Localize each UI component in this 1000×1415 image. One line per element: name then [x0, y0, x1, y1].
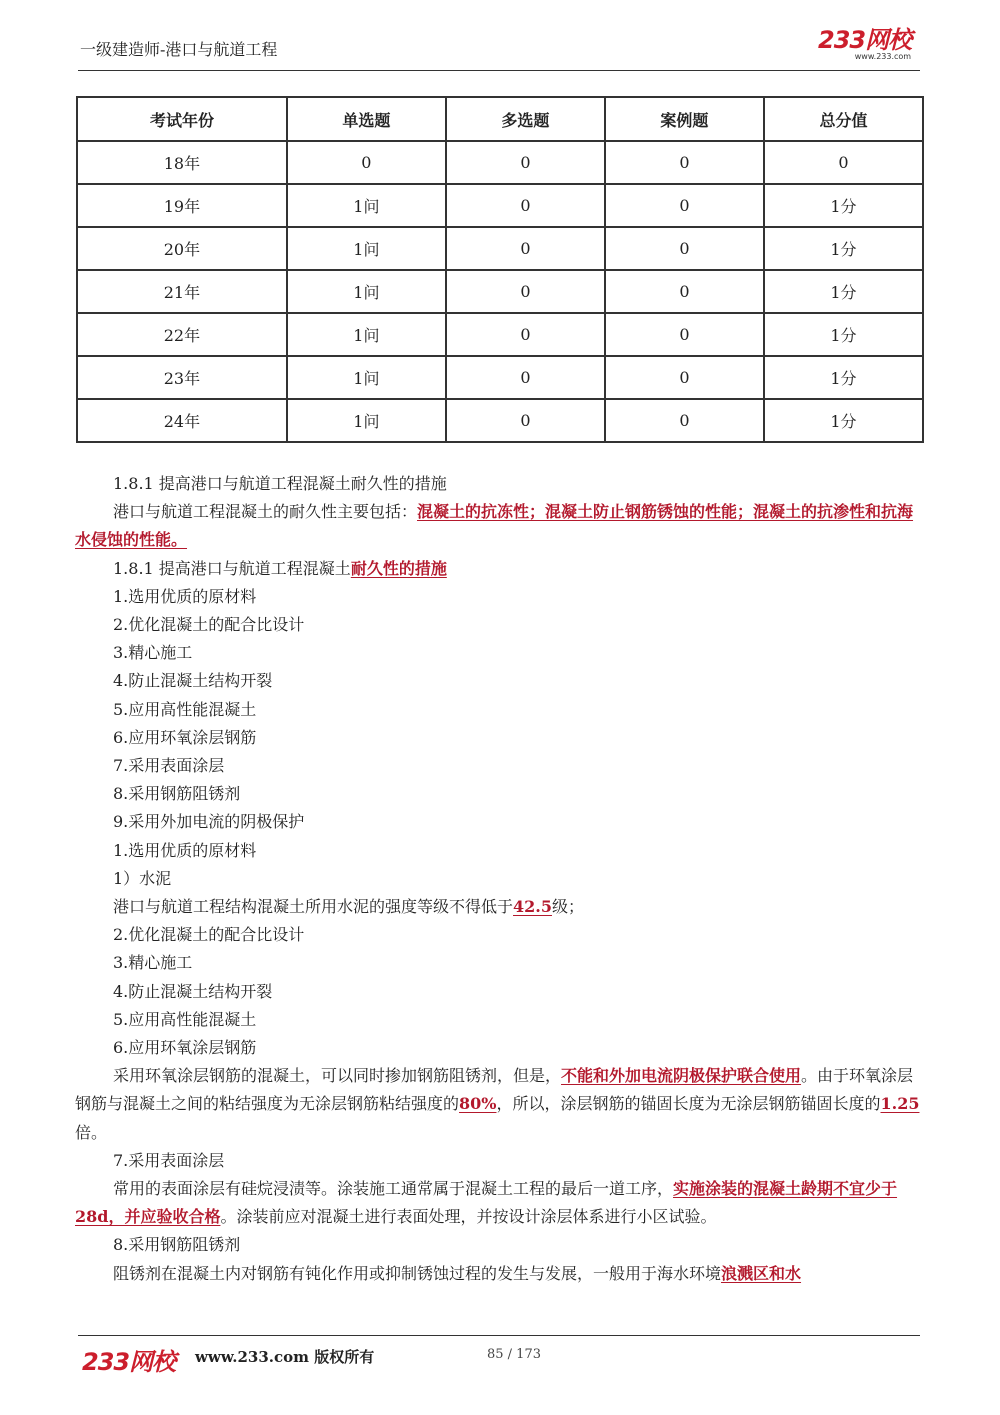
paragraph-cement — [75, 893, 920, 921]
section-heading — [75, 555, 920, 583]
table-header-row — [77, 97, 923, 141]
table-cell: 0 — [605, 399, 764, 442]
col-header-single: 单选题 — [287, 97, 446, 141]
paragraph-inhibitor — [75, 1260, 920, 1288]
body-text — [75, 470, 920, 1288]
text-run: 。涂装前应对混凝土进行表面处理，并按设计涂层体系进行小区试验。 — [220, 1207, 717, 1227]
list-item: 5.应用高性能混凝土 — [113, 699, 257, 719]
text-run: 倍。 — [75, 1122, 108, 1142]
text-run: 港口与航道工程混凝土的耐久性主要包括： — [113, 502, 418, 522]
table-row — [77, 313, 923, 356]
list-item: 6.应用环氧涂层钢筋 — [113, 1038, 257, 1058]
footer-copyright: www.233.com 版权所有 — [195, 1348, 375, 1366]
key-point: 不能和外加电流阴极保护联合使用 — [561, 1066, 802, 1086]
text-run: 常用的表面涂层有硅烷浸渍等。涂装施工通常属于混凝土工程的最后一道工序， — [113, 1179, 674, 1199]
table-cell: 0 — [446, 356, 605, 399]
page-number: 85 / 173 — [487, 1347, 541, 1362]
table-cell: 18年 — [77, 141, 287, 184]
table-cell: 0 — [446, 184, 605, 227]
list-item: 4.防止混凝土结构开裂 — [113, 671, 273, 691]
text-run: 级； — [551, 897, 584, 917]
text-run: 采用环氧涂层钢筋的混凝土，可以同时掺加钢筋阻锈剂，但是， — [113, 1066, 562, 1086]
table-cell: 0 — [446, 270, 605, 313]
list-item: 3.精心施工 — [113, 953, 193, 973]
key-point: 42.5 — [513, 897, 552, 917]
key-point: 耐久性的措施 — [350, 558, 447, 578]
table-cell: 23年 — [77, 356, 287, 399]
logo-url: www.233.com — [854, 52, 912, 61]
table-cell: 0 — [605, 313, 764, 356]
list-item: 5.应用高性能混凝土 — [113, 1009, 257, 1029]
footer-divider — [78, 1335, 920, 1336]
paragraph-durability — [75, 498, 920, 554]
table-row — [77, 184, 923, 227]
section-heading: 7.采用表面涂层 — [113, 1150, 225, 1170]
table-cell: 0 — [446, 313, 605, 356]
table-cell: 1问 — [287, 313, 446, 356]
list-item: 3.精心施工 — [113, 643, 193, 663]
col-header-year: 考试年份 — [77, 97, 287, 141]
logo-mark: 233网校 — [818, 26, 912, 54]
table-cell: 1分 — [764, 270, 923, 313]
key-point: 混凝土的抗冻性；混凝土防止钢筋锈蚀的性能；混凝土的抗渗性和抗海水侵蚀的性能。 — [75, 502, 914, 550]
table-cell: 1问 — [287, 184, 446, 227]
table-cell: 1问 — [287, 270, 446, 313]
list-item: 2.优化混凝土的配合比设计 — [113, 615, 305, 635]
table-cell: 0 — [764, 141, 923, 184]
col-header-total: 总分值 — [764, 97, 923, 141]
header-divider — [78, 70, 920, 71]
footer-logo[interactable]: 233网校 — [82, 1348, 176, 1376]
key-point: 1.25 — [880, 1094, 920, 1114]
table-cell: 21年 — [77, 270, 287, 313]
table-cell: 1分 — [764, 227, 923, 270]
paragraph-epoxy — [75, 1062, 920, 1147]
list-item: 6.应用环氧涂层钢筋 — [113, 727, 257, 747]
table-row — [77, 141, 923, 184]
list-item: 8.采用钢筋阻锈剂 — [113, 784, 241, 804]
list-item: 1）水泥 — [113, 868, 172, 888]
col-header-multi: 多选题 — [446, 97, 605, 141]
table-row — [77, 399, 923, 442]
table-cell: 0 — [605, 356, 764, 399]
key-point: 浪溅区和水 — [721, 1263, 802, 1283]
table-cell: 0 — [446, 141, 605, 184]
table-cell: 1分 — [764, 356, 923, 399]
table-cell: 0 — [605, 227, 764, 270]
table-cell: 0 — [605, 184, 764, 227]
section-heading: 8.采用钢筋阻锈剂 — [113, 1235, 241, 1255]
table-cell: 24年 — [77, 399, 287, 442]
table-cell: 19年 — [77, 184, 287, 227]
col-header-case: 案例题 — [605, 97, 764, 141]
section-heading: 1.8.1 提高港口与航道工程混凝土耐久性的措施 — [113, 474, 447, 493]
text-run: 阻锈剂在混凝土内对钢筋有钝化作用或抑制锈蚀过程的发生与发展，一般用于海水环境 — [113, 1263, 722, 1283]
page-header-title: 一级建造师-港口与航道工程 — [80, 40, 278, 59]
list-item: 4.防止混凝土结构开裂 — [113, 981, 273, 1001]
table-cell: 1分 — [764, 399, 923, 442]
table-cell: 1问 — [287, 356, 446, 399]
table-cell: 22年 — [77, 313, 287, 356]
key-point: 80% — [459, 1094, 497, 1114]
list-item: 1.选用优质的原材料 — [113, 586, 257, 606]
site-logo[interactable] — [818, 28, 911, 61]
list-item: 9.采用外加电流的阴极保护 — [113, 812, 305, 832]
paragraph-coating — [75, 1175, 920, 1231]
table-cell: 0 — [287, 141, 446, 184]
score-table — [76, 96, 924, 443]
table-cell: 0 — [446, 399, 605, 442]
table-cell: 0 — [605, 141, 764, 184]
text-run: ，所以，涂层钢筋的锚固长度为无涂层钢筋锚固长度的 — [496, 1094, 881, 1114]
table-cell: 1问 — [287, 399, 446, 442]
table-cell: 1分 — [764, 313, 923, 356]
table-row — [77, 227, 923, 270]
list-item: 1.选用优质的原材料 — [113, 840, 257, 860]
table-row — [77, 270, 923, 313]
key-point: 实施涂装的混凝土龄期不宜少于28d，并应验收合格 — [75, 1179, 898, 1227]
text-run: 1.8.1 提高港口与航道工程混凝土 — [113, 558, 351, 578]
table-cell: 1分 — [764, 184, 923, 227]
text-run: 港口与航道工程结构混凝土所用水泥的强度等级不得低于 — [113, 897, 514, 917]
list-item: 2.优化混凝土的配合比设计 — [113, 925, 305, 945]
table-row — [77, 356, 923, 399]
table-cell: 20年 — [77, 227, 287, 270]
text-run: 。由于环氧涂层钢筋与混凝土之间的粘结强度为无涂层钢筋粘结强度的 — [75, 1066, 914, 1114]
table-cell: 0 — [446, 227, 605, 270]
table-cell: 0 — [605, 270, 764, 313]
table-cell: 1问 — [287, 227, 446, 270]
list-item: 7.采用表面涂层 — [113, 756, 225, 776]
